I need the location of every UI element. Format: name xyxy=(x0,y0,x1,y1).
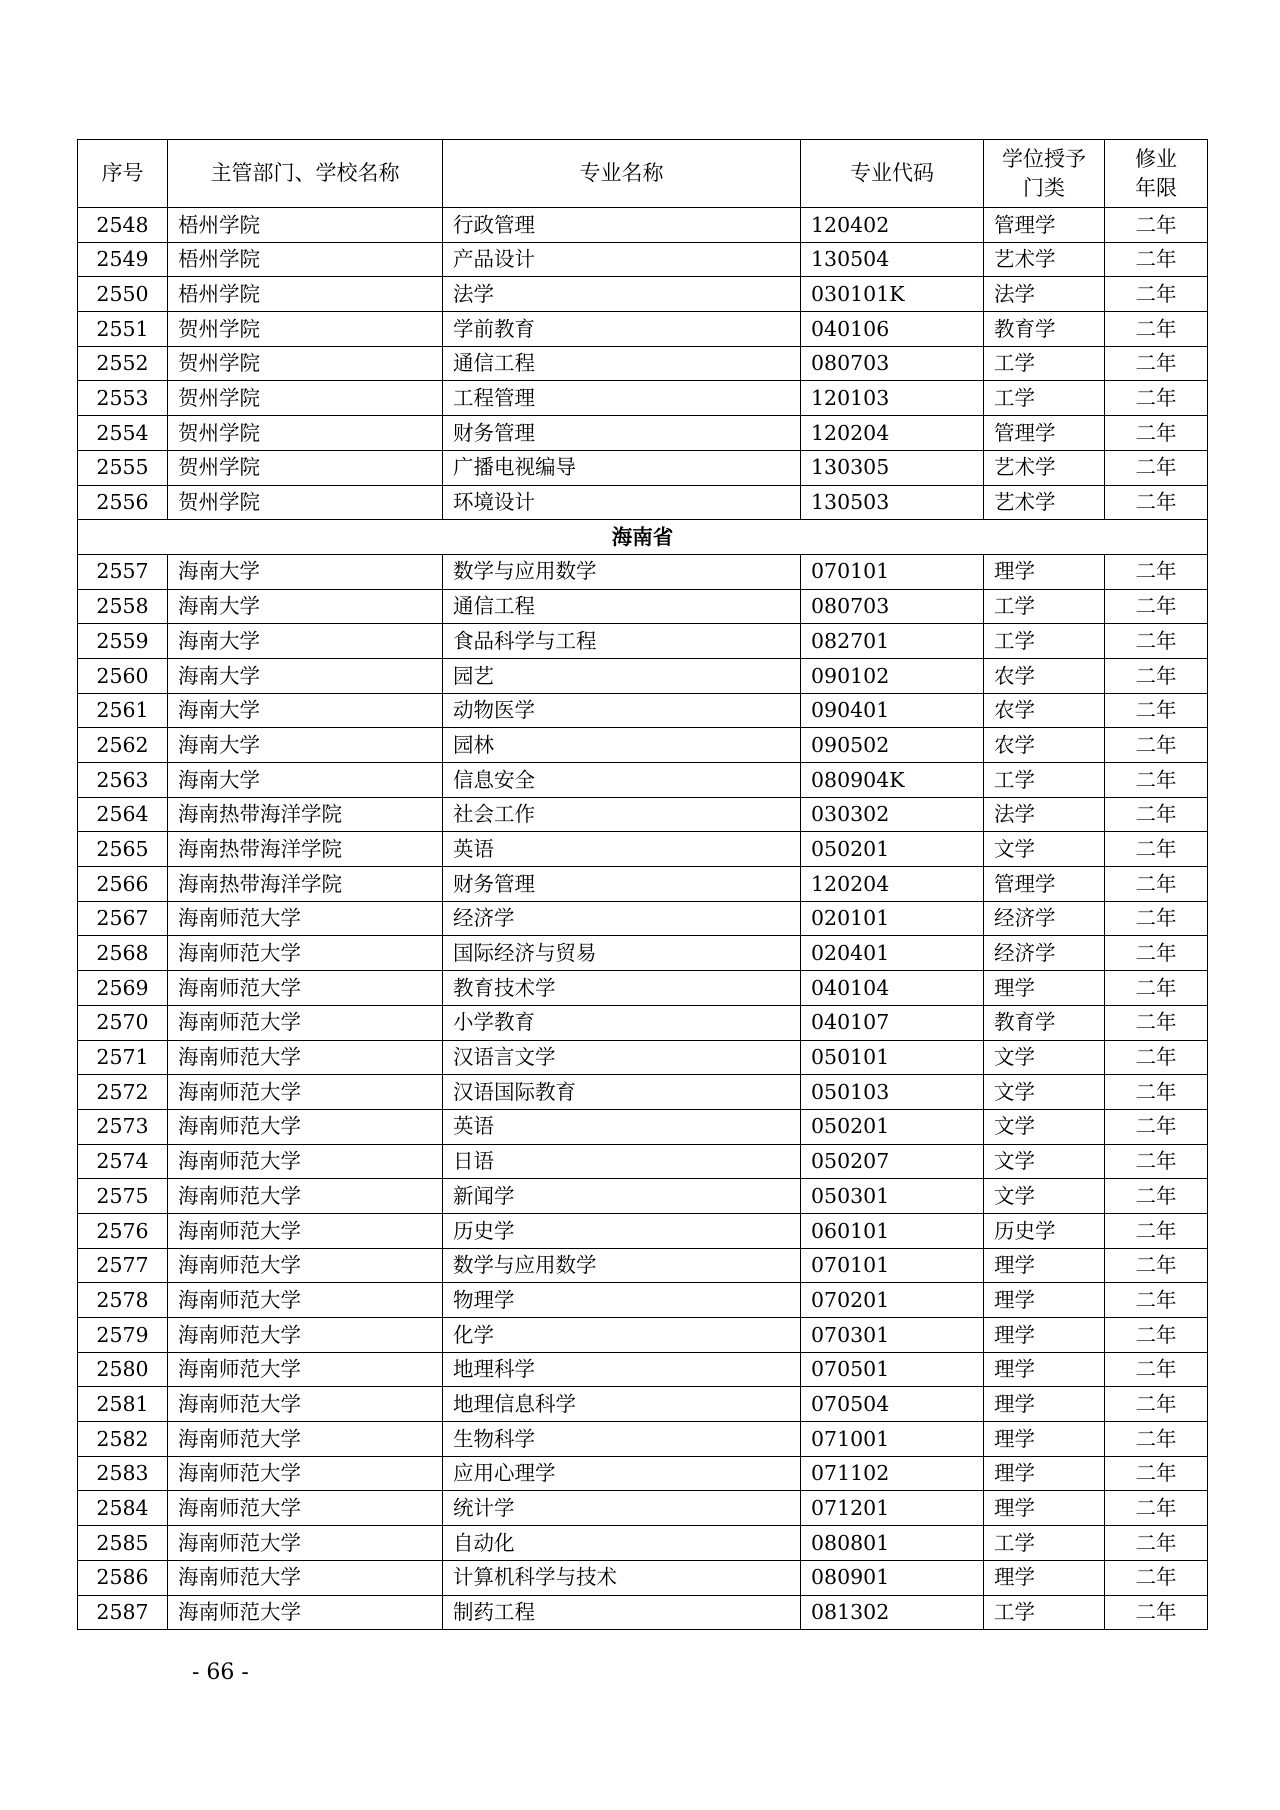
cell-degree-category: 理学 xyxy=(984,1318,1105,1353)
cell-degree-category: 工学 xyxy=(984,589,1105,624)
header-seq: 序号 xyxy=(78,140,168,208)
cell-major: 行政管理 xyxy=(443,208,801,243)
table-row xyxy=(78,208,1208,243)
cell-major: 通信工程 xyxy=(443,589,801,624)
cell-code: 070504 xyxy=(801,1387,984,1422)
table-row xyxy=(78,867,1208,902)
table-row xyxy=(78,1040,1208,1075)
cell-seq: 2568 xyxy=(78,936,168,971)
cell-school: 海南大学 xyxy=(168,728,443,763)
cell-degree-category: 文学 xyxy=(984,1075,1105,1110)
cell-years: 二年 xyxy=(1105,901,1208,936)
cell-school: 贺州学院 xyxy=(168,381,443,416)
cell-years: 二年 xyxy=(1105,1075,1208,1110)
cell-seq: 2575 xyxy=(78,1179,168,1214)
cell-seq: 2560 xyxy=(78,658,168,693)
cell-school: 海南大学 xyxy=(168,763,443,798)
cell-years: 二年 xyxy=(1105,381,1208,416)
cell-code: 050301 xyxy=(801,1179,984,1214)
table-row xyxy=(78,971,1208,1006)
cell-years: 二年 xyxy=(1105,1595,1208,1630)
cell-school: 海南师范大学 xyxy=(168,1005,443,1040)
cell-school: 海南师范大学 xyxy=(168,901,443,936)
cell-school: 海南师范大学 xyxy=(168,1248,443,1283)
cell-major: 产品设计 xyxy=(443,242,801,277)
table-row xyxy=(78,277,1208,312)
cell-degree-category: 管理学 xyxy=(984,867,1105,902)
cell-degree-category: 工学 xyxy=(984,763,1105,798)
cell-major: 财务管理 xyxy=(443,867,801,902)
cell-degree-category: 历史学 xyxy=(984,1213,1105,1248)
table-row xyxy=(78,1595,1208,1630)
cell-school: 海南师范大学 xyxy=(168,1075,443,1110)
table-row xyxy=(78,1387,1208,1422)
cell-years: 二年 xyxy=(1105,277,1208,312)
cell-seq: 2581 xyxy=(78,1387,168,1422)
table-row xyxy=(78,1005,1208,1040)
cell-school: 海南大学 xyxy=(168,589,443,624)
cell-degree-category: 理学 xyxy=(984,1491,1105,1526)
cell-years: 二年 xyxy=(1105,728,1208,763)
cell-code: 071001 xyxy=(801,1422,984,1457)
cell-code: 050201 xyxy=(801,1109,984,1144)
cell-major: 经济学 xyxy=(443,901,801,936)
cell-code: 071102 xyxy=(801,1456,984,1491)
table-row xyxy=(78,1491,1208,1526)
table-row xyxy=(78,1109,1208,1144)
cell-years: 二年 xyxy=(1105,1318,1208,1353)
cell-code: 040104 xyxy=(801,971,984,1006)
cell-seq: 2559 xyxy=(78,624,168,659)
cell-seq: 2579 xyxy=(78,1318,168,1353)
cell-seq: 2578 xyxy=(78,1283,168,1318)
cell-degree-category: 文学 xyxy=(984,1179,1105,1214)
cell-code: 040107 xyxy=(801,1005,984,1040)
header-major: 专业名称 xyxy=(443,140,801,208)
cell-years: 二年 xyxy=(1105,763,1208,798)
cell-school: 贺州学院 xyxy=(168,312,443,347)
cell-major: 食品科学与工程 xyxy=(443,624,801,659)
cell-code: 120204 xyxy=(801,867,984,902)
cell-code: 080801 xyxy=(801,1526,984,1561)
cell-major: 国际经济与贸易 xyxy=(443,936,801,971)
header-code: 专业代码 xyxy=(801,140,984,208)
cell-seq: 2576 xyxy=(78,1213,168,1248)
cell-seq: 2563 xyxy=(78,763,168,798)
cell-years: 二年 xyxy=(1105,1387,1208,1422)
cell-years: 二年 xyxy=(1105,208,1208,243)
cell-degree-category: 理学 xyxy=(984,1248,1105,1283)
cell-seq: 2558 xyxy=(78,589,168,624)
cell-school: 海南师范大学 xyxy=(168,1352,443,1387)
table-body xyxy=(78,208,1208,1630)
cell-degree-category: 教育学 xyxy=(984,1005,1105,1040)
cell-major: 计算机科学与技术 xyxy=(443,1560,801,1595)
cell-years: 二年 xyxy=(1105,1213,1208,1248)
cell-school: 贺州学院 xyxy=(168,416,443,451)
cell-seq: 2554 xyxy=(78,416,168,451)
cell-years: 二年 xyxy=(1105,1248,1208,1283)
cell-degree-category: 理学 xyxy=(984,1456,1105,1491)
table-row xyxy=(78,1318,1208,1353)
table-row xyxy=(78,381,1208,416)
cell-seq: 2580 xyxy=(78,1352,168,1387)
table-row xyxy=(78,1075,1208,1110)
header-years-line1: 修业 xyxy=(1135,147,1177,172)
cell-seq: 2566 xyxy=(78,867,168,902)
cell-years: 二年 xyxy=(1105,1491,1208,1526)
cell-seq: 2569 xyxy=(78,971,168,1006)
cell-degree-category: 工学 xyxy=(984,381,1105,416)
cell-seq: 2555 xyxy=(78,450,168,485)
cell-seq: 2586 xyxy=(78,1560,168,1595)
cell-major: 生物科学 xyxy=(443,1422,801,1457)
cell-code: 080901 xyxy=(801,1560,984,1595)
cell-major: 地理科学 xyxy=(443,1352,801,1387)
cell-years: 二年 xyxy=(1105,554,1208,589)
cell-school: 海南热带海洋学院 xyxy=(168,867,443,902)
cell-code: 130305 xyxy=(801,450,984,485)
cell-major: 教育技术学 xyxy=(443,971,801,1006)
cell-school: 海南大学 xyxy=(168,658,443,693)
cell-degree-category: 艺术学 xyxy=(984,485,1105,520)
cell-major: 园林 xyxy=(443,728,801,763)
cell-years: 二年 xyxy=(1105,1422,1208,1457)
cell-seq: 2557 xyxy=(78,554,168,589)
cell-years: 二年 xyxy=(1105,867,1208,902)
cell-code: 050103 xyxy=(801,1075,984,1110)
cell-major: 历史学 xyxy=(443,1213,801,1248)
cell-seq: 2565 xyxy=(78,832,168,867)
cell-degree-category: 农学 xyxy=(984,728,1105,763)
cell-school: 梧州学院 xyxy=(168,208,443,243)
header-school: 主管部门、学校名称 xyxy=(168,140,443,208)
cell-major: 小学教育 xyxy=(443,1005,801,1040)
cell-code: 030101K xyxy=(801,277,984,312)
cell-seq: 2570 xyxy=(78,1005,168,1040)
table-row xyxy=(78,797,1208,832)
degree-program-table xyxy=(77,139,1208,1630)
cell-seq: 2552 xyxy=(78,346,168,381)
cell-years: 二年 xyxy=(1105,1179,1208,1214)
cell-school: 海南师范大学 xyxy=(168,1179,443,1214)
table-row xyxy=(78,1526,1208,1561)
cell-degree-category: 农学 xyxy=(984,658,1105,693)
cell-school: 海南大学 xyxy=(168,693,443,728)
cell-degree-category: 艺术学 xyxy=(984,242,1105,277)
cell-years: 二年 xyxy=(1105,1040,1208,1075)
cell-code: 120204 xyxy=(801,416,984,451)
table-row xyxy=(78,1248,1208,1283)
cell-years: 二年 xyxy=(1105,1005,1208,1040)
cell-code: 080703 xyxy=(801,589,984,624)
cell-major: 环境设计 xyxy=(443,485,801,520)
cell-code: 070301 xyxy=(801,1318,984,1353)
cell-code: 081302 xyxy=(801,1595,984,1630)
cell-degree-category: 农学 xyxy=(984,693,1105,728)
cell-major: 化学 xyxy=(443,1318,801,1353)
cell-years: 二年 xyxy=(1105,346,1208,381)
cell-degree-category: 理学 xyxy=(984,1560,1105,1595)
table-row xyxy=(78,763,1208,798)
cell-code: 090102 xyxy=(801,658,984,693)
cell-school: 海南师范大学 xyxy=(168,1283,443,1318)
table-row xyxy=(78,728,1208,763)
cell-degree-category: 工学 xyxy=(984,1526,1105,1561)
page-number: - 66 - xyxy=(192,1660,249,1685)
table-row xyxy=(78,1179,1208,1214)
cell-seq: 2567 xyxy=(78,901,168,936)
cell-code: 040106 xyxy=(801,312,984,347)
cell-code: 090401 xyxy=(801,693,984,728)
table-row xyxy=(78,693,1208,728)
cell-years: 二年 xyxy=(1105,624,1208,659)
cell-code: 070101 xyxy=(801,554,984,589)
cell-years: 二年 xyxy=(1105,658,1208,693)
cell-major: 物理学 xyxy=(443,1283,801,1318)
cell-years: 二年 xyxy=(1105,1352,1208,1387)
cell-school: 海南师范大学 xyxy=(168,1144,443,1179)
cell-degree-category: 理学 xyxy=(984,1387,1105,1422)
cell-years: 二年 xyxy=(1105,1109,1208,1144)
table-row xyxy=(78,589,1208,624)
cell-school: 贺州学院 xyxy=(168,346,443,381)
cell-seq: 2574 xyxy=(78,1144,168,1179)
cell-major: 自动化 xyxy=(443,1526,801,1561)
cell-major: 汉语言文学 xyxy=(443,1040,801,1075)
cell-code: 130504 xyxy=(801,242,984,277)
cell-code: 030302 xyxy=(801,797,984,832)
cell-degree-category: 法学 xyxy=(984,797,1105,832)
cell-major: 应用心理学 xyxy=(443,1456,801,1491)
cell-school: 海南师范大学 xyxy=(168,971,443,1006)
cell-seq: 2583 xyxy=(78,1456,168,1491)
cell-school: 贺州学院 xyxy=(168,450,443,485)
cell-degree-category: 管理学 xyxy=(984,416,1105,451)
cell-degree-category: 文学 xyxy=(984,832,1105,867)
table-row xyxy=(78,936,1208,971)
table-row xyxy=(78,1352,1208,1387)
header-years-line2: 年限 xyxy=(1135,175,1177,200)
table-row xyxy=(78,450,1208,485)
table-row xyxy=(78,1213,1208,1248)
cell-school: 海南热带海洋学院 xyxy=(168,797,443,832)
cell-major: 通信工程 xyxy=(443,346,801,381)
header-years xyxy=(1105,140,1208,208)
cell-major: 工程管理 xyxy=(443,381,801,416)
cell-seq: 2549 xyxy=(78,242,168,277)
cell-degree-category: 理学 xyxy=(984,1422,1105,1457)
cell-seq: 2582 xyxy=(78,1422,168,1457)
cell-school: 海南师范大学 xyxy=(168,1213,443,1248)
cell-major: 地理信息科学 xyxy=(443,1387,801,1422)
cell-school: 海南师范大学 xyxy=(168,1040,443,1075)
table-row xyxy=(78,485,1208,520)
cell-major: 统计学 xyxy=(443,1491,801,1526)
cell-degree-category: 工学 xyxy=(984,1595,1105,1630)
cell-major: 学前教育 xyxy=(443,312,801,347)
cell-major: 数学与应用数学 xyxy=(443,1248,801,1283)
cell-major: 社会工作 xyxy=(443,797,801,832)
cell-degree-category: 管理学 xyxy=(984,208,1105,243)
cell-degree-category: 文学 xyxy=(984,1144,1105,1179)
cell-degree-category: 理学 xyxy=(984,971,1105,1006)
cell-code: 120402 xyxy=(801,208,984,243)
table-row xyxy=(78,1456,1208,1491)
table-row xyxy=(78,416,1208,451)
cell-code: 080904K xyxy=(801,763,984,798)
cell-seq: 2548 xyxy=(78,208,168,243)
cell-seq: 2550 xyxy=(78,277,168,312)
cell-years: 二年 xyxy=(1105,485,1208,520)
cell-seq: 2564 xyxy=(78,797,168,832)
cell-school: 海南师范大学 xyxy=(168,1422,443,1457)
cell-degree-category: 理学 xyxy=(984,1352,1105,1387)
cell-years: 二年 xyxy=(1105,1560,1208,1595)
cell-major: 日语 xyxy=(443,1144,801,1179)
table-row xyxy=(78,832,1208,867)
cell-code: 020401 xyxy=(801,936,984,971)
cell-school: 海南师范大学 xyxy=(168,1456,443,1491)
cell-degree-category: 艺术学 xyxy=(984,450,1105,485)
table-row xyxy=(78,312,1208,347)
table-row xyxy=(78,901,1208,936)
cell-school: 海南师范大学 xyxy=(168,1318,443,1353)
cell-major: 法学 xyxy=(443,277,801,312)
cell-code: 090502 xyxy=(801,728,984,763)
cell-years: 二年 xyxy=(1105,797,1208,832)
cell-years: 二年 xyxy=(1105,1283,1208,1318)
cell-school: 海南大学 xyxy=(168,554,443,589)
cell-years: 二年 xyxy=(1105,1456,1208,1491)
cell-years: 二年 xyxy=(1105,832,1208,867)
cell-major: 园艺 xyxy=(443,658,801,693)
cell-years: 二年 xyxy=(1105,242,1208,277)
cell-school: 海南师范大学 xyxy=(168,936,443,971)
cell-code: 120103 xyxy=(801,381,984,416)
cell-code: 020101 xyxy=(801,901,984,936)
cell-major: 广播电视编导 xyxy=(443,450,801,485)
cell-major: 汉语国际教育 xyxy=(443,1075,801,1110)
table-row xyxy=(78,624,1208,659)
cell-degree-category: 教育学 xyxy=(984,312,1105,347)
cell-seq: 2562 xyxy=(78,728,168,763)
cell-years: 二年 xyxy=(1105,1526,1208,1561)
table-row xyxy=(78,346,1208,381)
cell-degree-category: 文学 xyxy=(984,1109,1105,1144)
cell-code: 070501 xyxy=(801,1352,984,1387)
cell-code: 080703 xyxy=(801,346,984,381)
cell-seq: 2577 xyxy=(78,1248,168,1283)
cell-seq: 2585 xyxy=(78,1526,168,1561)
table-row xyxy=(78,658,1208,693)
cell-years: 二年 xyxy=(1105,693,1208,728)
cell-degree-category: 理学 xyxy=(984,1283,1105,1318)
cell-seq: 2573 xyxy=(78,1109,168,1144)
header-degree-category xyxy=(984,140,1105,208)
cell-seq: 2553 xyxy=(78,381,168,416)
cell-degree-category: 法学 xyxy=(984,277,1105,312)
table-row xyxy=(78,1144,1208,1179)
table-header-row xyxy=(78,140,1208,208)
table-row xyxy=(78,554,1208,589)
cell-degree-category: 理学 xyxy=(984,554,1105,589)
cell-code: 050101 xyxy=(801,1040,984,1075)
table-row xyxy=(78,1422,1208,1457)
cell-major: 英语 xyxy=(443,832,801,867)
header-degree-line1: 学位授予 xyxy=(1002,147,1086,172)
cell-school: 海南师范大学 xyxy=(168,1595,443,1630)
cell-major: 动物医学 xyxy=(443,693,801,728)
cell-seq: 2587 xyxy=(78,1595,168,1630)
cell-major: 制药工程 xyxy=(443,1595,801,1630)
cell-seq: 2572 xyxy=(78,1075,168,1110)
cell-years: 二年 xyxy=(1105,312,1208,347)
cell-school: 梧州学院 xyxy=(168,277,443,312)
cell-degree-category: 文学 xyxy=(984,1040,1105,1075)
cell-seq: 2571 xyxy=(78,1040,168,1075)
cell-school: 海南师范大学 xyxy=(168,1526,443,1561)
cell-code: 070101 xyxy=(801,1248,984,1283)
cell-seq: 2561 xyxy=(78,693,168,728)
cell-major: 信息安全 xyxy=(443,763,801,798)
cell-seq: 2556 xyxy=(78,485,168,520)
cell-school: 贺州学院 xyxy=(168,485,443,520)
cell-seq: 2584 xyxy=(78,1491,168,1526)
cell-major: 数学与应用数学 xyxy=(443,554,801,589)
cell-degree-category: 工学 xyxy=(984,346,1105,381)
cell-code: 082701 xyxy=(801,624,984,659)
cell-school: 海南师范大学 xyxy=(168,1109,443,1144)
cell-years: 二年 xyxy=(1105,971,1208,1006)
cell-code: 071201 xyxy=(801,1491,984,1526)
table-row xyxy=(78,1560,1208,1595)
cell-seq: 2551 xyxy=(78,312,168,347)
cell-school: 海南热带海洋学院 xyxy=(168,832,443,867)
header-degree-line2: 门类 xyxy=(1023,175,1065,200)
cell-school: 海南师范大学 xyxy=(168,1491,443,1526)
cell-years: 二年 xyxy=(1105,416,1208,451)
cell-code: 060101 xyxy=(801,1213,984,1248)
cell-code: 050201 xyxy=(801,832,984,867)
table-row xyxy=(78,242,1208,277)
cell-school: 海南师范大学 xyxy=(168,1387,443,1422)
cell-degree-category: 经济学 xyxy=(984,936,1105,971)
cell-years: 二年 xyxy=(1105,936,1208,971)
cell-years: 二年 xyxy=(1105,1144,1208,1179)
section-header-row xyxy=(78,520,1208,555)
cell-school: 海南师范大学 xyxy=(168,1560,443,1595)
cell-code: 130503 xyxy=(801,485,984,520)
cell-school: 海南大学 xyxy=(168,624,443,659)
table-row xyxy=(78,1283,1208,1318)
cell-major: 英语 xyxy=(443,1109,801,1144)
cell-years: 二年 xyxy=(1105,450,1208,485)
section-title: 海南省 xyxy=(78,520,1208,555)
cell-major: 财务管理 xyxy=(443,416,801,451)
cell-school: 梧州学院 xyxy=(168,242,443,277)
cell-major: 新闻学 xyxy=(443,1179,801,1214)
cell-code: 050207 xyxy=(801,1144,984,1179)
cell-code: 070201 xyxy=(801,1283,984,1318)
cell-degree-category: 经济学 xyxy=(984,901,1105,936)
cell-degree-category: 工学 xyxy=(984,624,1105,659)
cell-years: 二年 xyxy=(1105,589,1208,624)
